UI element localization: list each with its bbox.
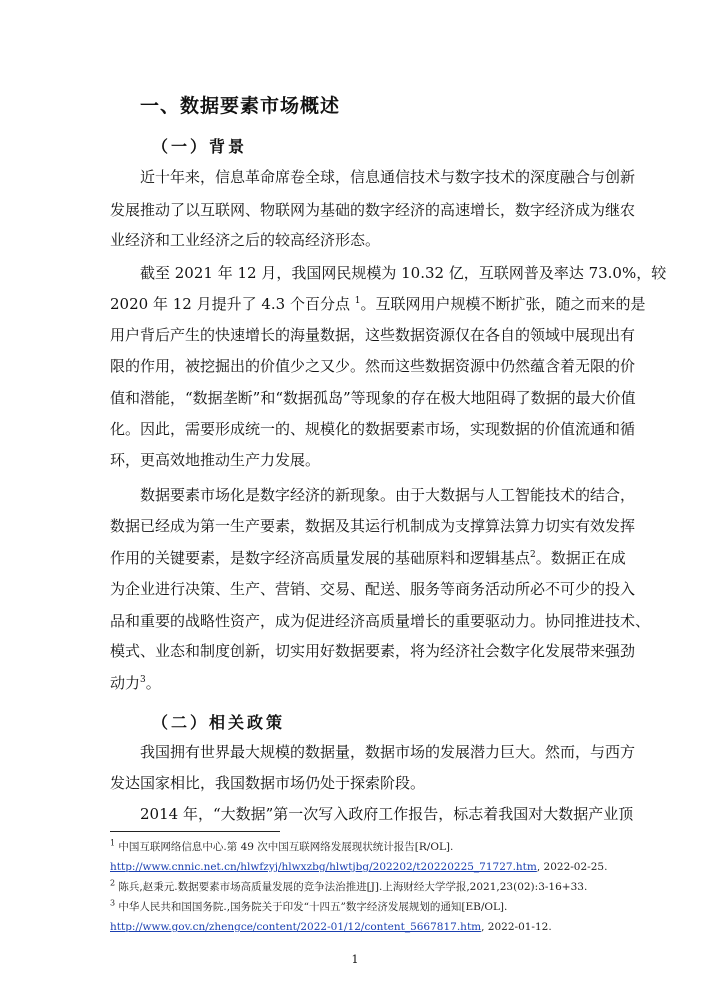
section-heading-policies: （二）相关政策 [152,713,286,732]
footnote-text: 中华人民共和国国务院.,国务院关于印发“十四五”数字经济发展规划的通知[EB/OL]. [115,901,508,913]
paragraph-line-with-footnote [110,295,646,314]
paragraph-line: 用户背后产生的快速增长的海量数据，这些数据资源仅在各自的领域中展现出有 [110,326,636,344]
footnote-text: 中国互联网络信息中心.第 49 次中国互联网络发展现状统计报告[R/OL]. [115,841,454,853]
footnote-1-link-line [110,860,607,874]
text-span: 2020 年 12 月提升了 4.3 个百分点 [110,295,350,313]
text-span: 。 [145,674,161,692]
footnote-number: 3 [110,898,116,908]
footnote-number: 2 [110,878,116,888]
paragraph-line: 数据要素市场化是数字经济的新现象。由于大数据与人工智能技术的结合， [140,486,636,504]
paragraph-line: 2014 年，“大数据”第一次写入政府工作报告，标志着我国对大数据产业顶 [140,805,634,823]
paragraph-line: 数据已经成为第一生产要素，数据及其运行机制成为支撑算法算力切实有效发挥 [110,517,636,535]
section-heading-background: （一）背景 [152,137,248,156]
paragraph-line: 发展推动了以互联网、物联网为基础的数字经济的高速增长，数字经济成为继农 [110,201,636,219]
footnote-ref-2[interactable]: 2 [530,550,536,560]
paragraph-line-with-footnote [110,549,626,568]
page-number: 1 [351,953,359,966]
text-span: 。互联网用户规模不断扩张，随之而来的是 [360,295,646,313]
footnote-number: 1 [110,838,116,848]
paragraph-line: 限的作用，被挖掘出的价值少之又少。然而这些数据资源中仍然蕴含着无限的价 [110,357,636,375]
paragraph-line: 化。因此，需要形成统一的、规模化的数据要素市场，实现数据的价值流通和循 [110,420,636,438]
footnote-date: , 2022-01-12. [481,921,552,933]
footnote-3 [110,900,507,914]
footnote-ref-1[interactable]: 1 [354,296,361,306]
footnote-ref-3[interactable]: 3 [140,675,146,685]
footnote-1-link[interactable]: http://www.cnnic.net.cn/hlwfzyj/hlwxzbg/hlwtjbg/202202/t20220225_71727.htm [110,861,537,873]
paragraph-line: 截至 2021 年 12 月，我国网民规模为 10.32 亿，互联网普及率达 73.0%，较 [140,264,667,282]
footnote-3-link[interactable]: http://www.gov.cn/zhengce/content/2022-01/12/content_5667817.htm [110,921,482,933]
footnote-divider [110,831,280,832]
paragraph-line-with-footnote [110,674,602,693]
footnote-3-link-line [110,920,552,934]
paragraph-line: 业经济和工业经济之后的较高经济形态。 [110,231,381,249]
paragraph-line: 模式、业态和制度创新，切实用好数据要素，将为经济社会数字化发展带来强劲 [110,642,636,660]
paragraph-line: 近十年来，信息革命席卷全球，信息通信技术与数字技术的深度融合与创新 [140,168,636,186]
paragraph-line: 品和重要的战略性资产，成为促进经济高质量增长的重要驱动力。协同推进技术、 [110,612,651,630]
chapter-heading: 一、数据要素市场概述 [140,95,341,117]
paragraph-line: 为企业进行决策、生产、营销、交易、配送、服务等商务活动所必不可少的投入 [110,580,636,598]
footnote-date: , 2022-02-25. [536,861,608,873]
footnote-2 [110,880,587,894]
paragraph-line: 我国拥有世界最大规模的数据量，数据市场的发展潜力巨大。然而，与西方 [140,743,636,761]
paragraph-line: 环，更高效地推动生产力发展。 [110,451,321,469]
footnote-1 [110,840,453,854]
paragraph-line: 值和潜能，“数据垄断”和“数据孤岛”等现象的存在极大地阻碍了数据的最大价值 [110,389,636,407]
footnote-text: 陈兵,赵秉元.数据要素市场高质量发展的竞争法治推进[J].上海财经大学学报,2021,23(02):3-16+33. [115,881,588,893]
text-span: 动力 [110,674,141,692]
text-span: 作用的关键要素，是数字经济高质量发展的基础原料和逻辑基点 [110,549,531,567]
text-span: 。数据正在成 [535,549,626,567]
paragraph-line: 发达国家相比，我国数据市场仍处于探索阶段。 [110,774,426,792]
